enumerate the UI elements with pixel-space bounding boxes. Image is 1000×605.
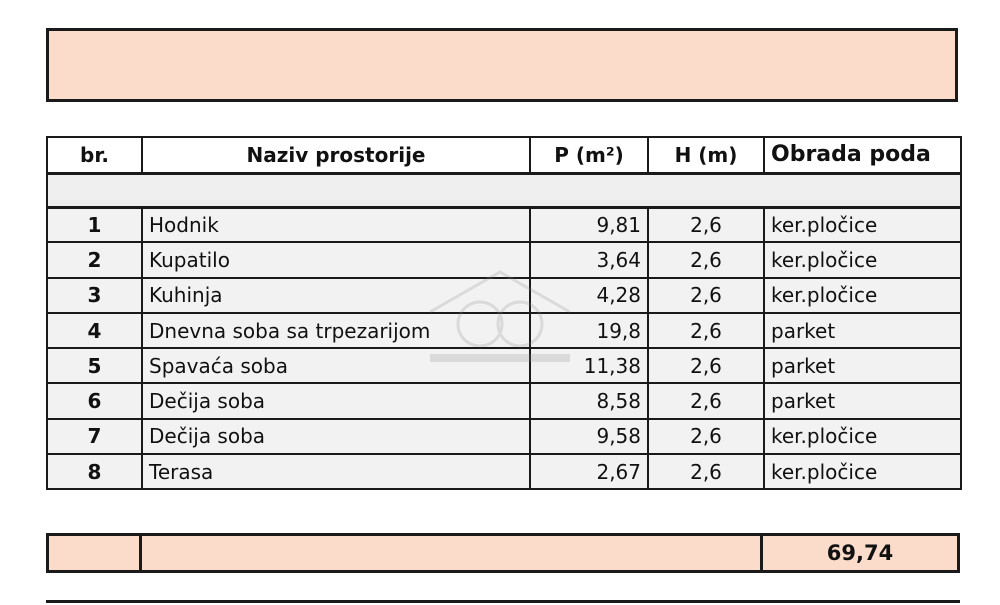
room-height: 2,6 <box>648 348 764 383</box>
room-area: 11,38 <box>530 348 648 383</box>
room-area: 9,58 <box>530 419 648 454</box>
rooms-table <box>46 136 962 490</box>
total-label-cell <box>142 536 763 570</box>
table-row <box>47 242 961 277</box>
table-row <box>47 419 961 454</box>
table-header-row <box>47 137 961 173</box>
room-floor-finish: ker.pločice <box>764 242 961 277</box>
total-value: 69,74 <box>826 541 894 565</box>
title-box <box>46 28 958 102</box>
table-row <box>47 313 961 348</box>
room-floor-finish: ker.pločice <box>764 207 961 242</box>
room-name: Dečija soba <box>142 419 530 454</box>
room-height: 2,6 <box>648 207 764 242</box>
header-floor: Obrada poda <box>764 137 961 173</box>
total-blank-cell <box>49 536 142 570</box>
room-name: Hodnik <box>142 207 530 242</box>
room-name: Dnevna soba sa trpezarijom <box>142 313 530 348</box>
room-number: 8 <box>47 454 142 489</box>
room-name: Kuhinja <box>142 278 530 313</box>
room-number: 3 <box>47 278 142 313</box>
room-floor-finish: ker.pločice <box>764 278 961 313</box>
room-floor-finish: ker.pločice <box>764 419 961 454</box>
room-number: 5 <box>47 348 142 383</box>
table-row <box>47 207 961 242</box>
room-floor-finish: ker.pločice <box>764 454 961 489</box>
room-floor-finish: parket <box>764 383 961 418</box>
table-body <box>47 173 961 489</box>
header-name: Naziv prostorije <box>142 137 530 173</box>
room-number: 2 <box>47 242 142 277</box>
room-height: 2,6 <box>648 454 764 489</box>
spacer-cell <box>47 173 961 207</box>
room-area: 4,28 <box>530 278 648 313</box>
room-height: 2,6 <box>648 278 764 313</box>
bottom-divider <box>46 600 960 603</box>
room-number: 7 <box>47 419 142 454</box>
room-area: 19,8 <box>530 313 648 348</box>
room-area: 2,67 <box>530 454 648 489</box>
table-row <box>47 383 961 418</box>
room-name: Dečija soba <box>142 383 530 418</box>
room-height: 2,6 <box>648 419 764 454</box>
total-row <box>46 533 960 573</box>
room-height: 2,6 <box>648 242 764 277</box>
room-area: 9,81 <box>530 207 648 242</box>
header-height: H (m) <box>648 137 764 173</box>
spacer-row <box>47 173 961 207</box>
room-number: 6 <box>47 383 142 418</box>
room-height: 2,6 <box>648 383 764 418</box>
room-name: Terasa <box>142 454 530 489</box>
room-number: 1 <box>47 207 142 242</box>
room-floor-finish: parket <box>764 348 961 383</box>
room-name: Kupatilo <box>142 242 530 277</box>
room-area: 3,64 <box>530 242 648 277</box>
table-row <box>47 278 961 313</box>
room-name: Spavaća soba <box>142 348 530 383</box>
table-row <box>47 348 961 383</box>
room-height: 2,6 <box>648 313 764 348</box>
header-num: br. <box>47 137 142 173</box>
room-area: 8,58 <box>530 383 648 418</box>
room-number: 4 <box>47 313 142 348</box>
room-floor-finish: parket <box>764 313 961 348</box>
table-row <box>47 454 961 489</box>
header-area: P (m²) <box>530 137 648 173</box>
